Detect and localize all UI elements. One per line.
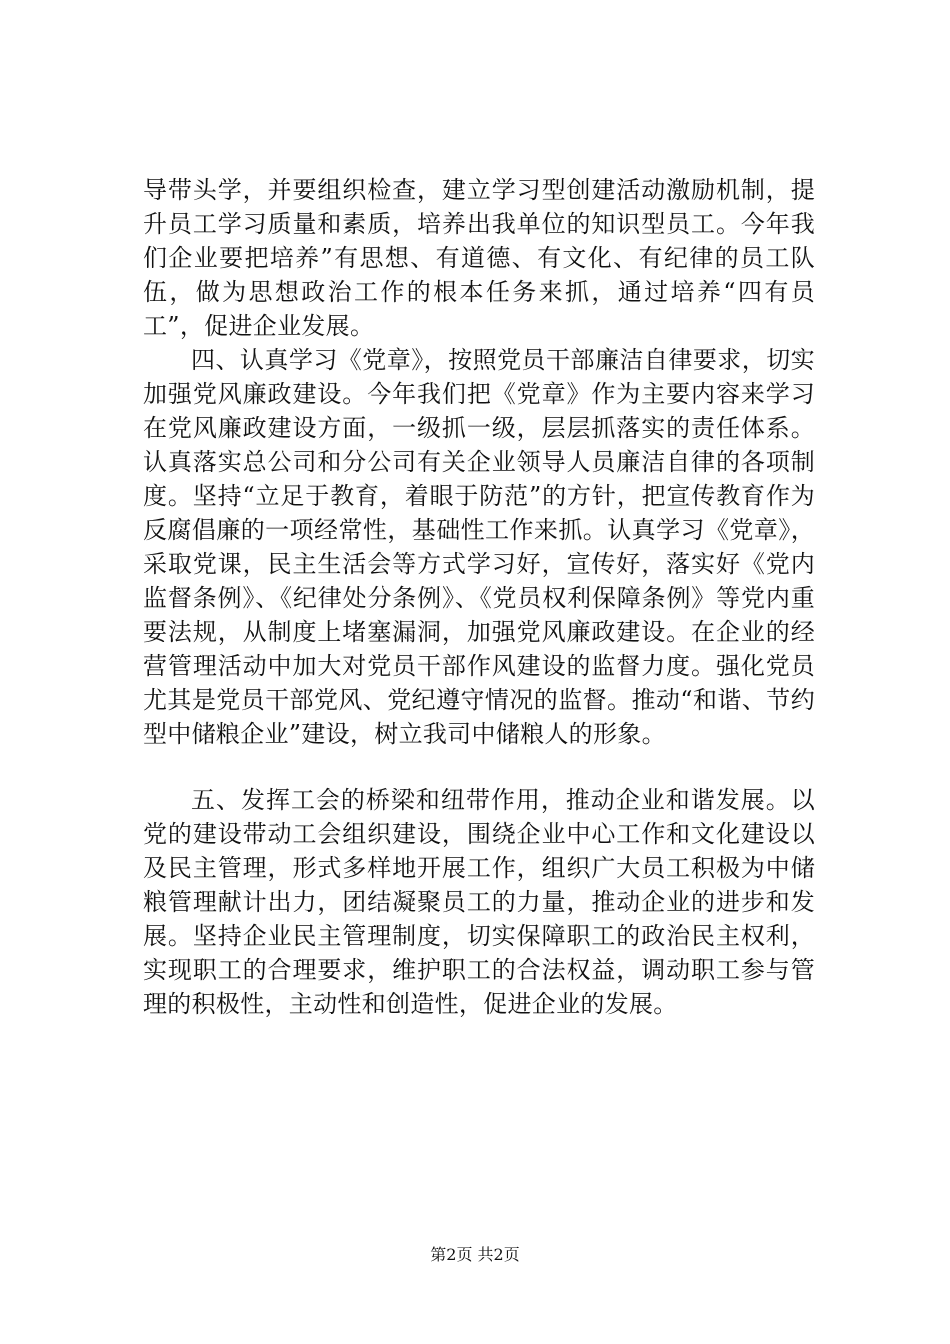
page-number-footer: 第2页 共2页 xyxy=(430,1245,520,1264)
paragraph-section-four: 四、认真学习《党章》，按照党员干部廉洁自律要求，切实加强党风廉政建设。今年我们把《党章》作为主要内容来学习在党风廉政建设方面，一级抓一级，层层抓落实的责任体系。认真落实总公司和分公司有关企业领导人员廉洁自律的各项制度。坚持“立足于教育，着眼于防范”的方针，把宣传教育作为反腐倡廉的一项经常性，基础性工作来抓。认真学习《党章》，采取党课，民主生活会等方式学习好，宣传好，落实好《党内监督条例》、《纪律处分条例》、《党员权利保障条例》等党内重要法规，从制度上堵塞漏洞，加强党风廉政建设。在企业的经营管理活动中加大对党员干部作风建设的监督力度。强化党员尤其是党员干部党风、党纪遵守情况的监督。推动“和谐、节约型中储粮企业”建设，树立我司中储粮人的形象。 xyxy=(143,346,815,748)
paragraph-continuation: 导带头学，并要组织检查，建立学习型创建活动激励机制，提升员工学习质量和素质，培养出我单位的知识型员工。今年我们企业要把培养”有思想、有道德、有文化、有纪律的员工队伍，做为思想政治工作的根本任务来抓，通过培养“四有员工”，促进企业发展。 xyxy=(143,176,815,340)
paragraph-section-five: 五、发挥工会的桥梁和纽带作用，推动企业和谐发展。以党的建设带动工会组织建设，围绕企业中心工作和文化建设以及民主管理，形式多样地开展工作，组织广大员工积极为中储粮管理献计出力，团结凝聚员工的力量，推动企业的进步和发展。坚持企业民主管理制度，切实保障职工的政治民主权利，实现职工的合理要求，维护职工的合法权益，调动职工参与管理的积极性，主动性和创造性，促进企业的发展。 xyxy=(143,786,815,1018)
document-body xyxy=(143,173,815,1021)
